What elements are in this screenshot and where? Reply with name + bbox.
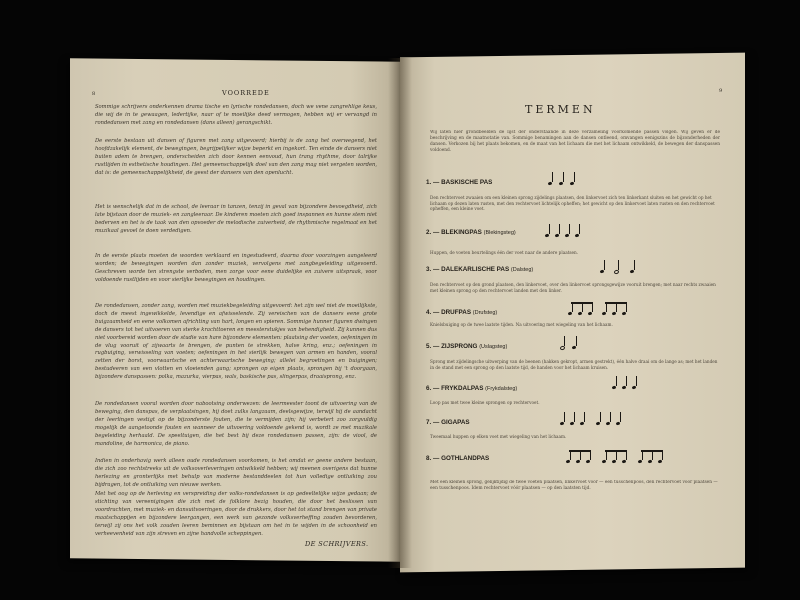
left-paragraph: De rondedansen, zonder zang, worden met muziekbegeleiding uitgevoerd: het zijn wel niet de moeilijkste, doch de meest ingewikkelde, levendige en afwisselende. Zij vereischen van de dansers eene grote buigzaamheid en eene volkomen africhting van hart, longen en spieren. Sommige hunner figuren dwingen de dansers tot het uitvoeren van sterke krachttoeren en meesterstukjes van behendigheid. Zij kunnen dus niet voorbereid worden door de studie van hare bijzondere elementen: plaatsing der voeten, oefeningen in de vlug vooruit of zijwaarts te brengen, de punten te strekken, halve kring, enz.; oefeningen in rugbuiging, verwisseling van voeten; oefeningen in het sierlijk bewegen van armen en handen, vooral zetten der borst, voorwaartsche en achterwaartsche beweging; allelei begroetingen en buigingen; bestudeeren van een vlotten en vloeienden gang; sprongen op eigen plaats, sprongen bij 't doorgaan, bijzondere danspassen: polka, mazurka, vierpas, wals, baskische pas, slingerpas, draaisprong, enz. — [95, 303, 377, 381]
term-description: Knielsbuiging op de twee laatste tijden. Na uitvoering met wiegeling van het lichaam. — [430, 322, 613, 327]
term-item: 5. — ZIJSPRONG (Uslagsteg) — [426, 343, 508, 350]
term-number: 7. — [426, 419, 432, 426]
term-number: 5. — [426, 343, 432, 350]
term-sub: (Uslagsteg) — [479, 344, 508, 350]
term-item: 7. — GIGAPAS — [426, 419, 470, 426]
right-page-footer: Met een kleinen sprong, gelijktijdig de twee voeten plaatsen, linkervoet vóór — een tusschenpoos, den rechtervoet vóór plaatsen — een tusschenpoos. Idem rechtervoet vóór plaatsen — op den laatsten tijd. — [430, 480, 718, 491]
book-gutter — [388, 58, 412, 568]
term-description: Sprong met zijdelingsche uitwerping van de beenen (hakken gekropt, armen gestrekt), één halve draai om de lange as; met het landen in de stand met een sprong op den laatste tijd, de handen voor het lichaam kruisen. — [430, 359, 718, 370]
term-number: 4. — [426, 309, 432, 316]
term-label: GIGAPAS — [441, 419, 470, 426]
right-page-number: 9 — [719, 88, 723, 94]
term-label: GOTHLANDPAS — [441, 455, 490, 462]
term-sub: (Blekingsteg) — [483, 230, 516, 236]
term-item: 1. — BASKISCHE PAS — [426, 179, 493, 186]
left-page-header: VOORREDE — [222, 89, 270, 97]
term-number: 2. — [426, 229, 432, 236]
term-label: BASKISCHE PAS — [441, 179, 493, 186]
term-item: 6. — FRYKDALPAS (Frykdalsteg) — [426, 385, 518, 392]
term-item: 4. — DRUFPAS (Drufsteg) — [426, 309, 498, 316]
left-paragraph: In de eerste plaats moeten de woorden verklaard en ingestudeerd, daarna door voorzingen aangeleerd worden; de bewegingen worden dan zonder muziek, vervolgens met zangbegeleiding uitgevoerd. Geschreven worde ten strengste verboden, men zorge voor eene duidelijke en zuivere uitspraak, voor voldoende rustlijden en voor sierlijke bewegingen en houdingen. — [95, 253, 377, 283]
term-label: DALEKARLISCHE PAS — [441, 266, 510, 273]
left-paragraph: De rondedansen vooral worden door nabootsing onderwezen: de leermeester toont de uitvoering van de beweging, den danspas, de verplaatsingen, hij doet zulks langzaam, deelsgewijze, terwijl hij de aandacht der leerlingen vestigt op de bijzonderste fouten, die te vermijden zijn; hij verbetert zoo zorgvuldig mogelijk de aangetoonde fouten en wanneer de uitvoering voldoende gekend is, wordt ze met muzikale begeleiding herhaald. De speeltuigen, die het best bij deze rondedansen passen, zijn: de viool, de mandoline, de harmonica, de piano. — [95, 401, 377, 447]
term-number: 8. — [426, 455, 432, 462]
left-paragraph: De eerste bestaan uit dansen of figuren met zang uitgevoerd; hierbij is de zang het overwegend, het hoofdzakelijk element, de bewegingen, begrijpelijker wijze beperkt en ingekort. Ten einde de dansers niet buiten adem te brengen, onderscheiden zich door kennen eenvoud, hun trang rhythme, door talrijke rustlijden in esthetische houdingen. Het gemeenschappelijk doel van den zang mag niet vergeten worden, dat is: de gemeenschappelijkheid, de geest der dansers van den openlucht. — [95, 138, 377, 176]
term-number: 1. — [426, 179, 432, 186]
term-item: 3. — DALEKARLISCHE PAS (Dalsteg) — [426, 266, 534, 273]
left-signature: DE SCHRIJVERS. — [305, 540, 369, 548]
term-description: Den rechtervoet zwaaien om een kleinen sprong zijdelings plaatsen, den linkervoet zich ten linkerkant sluiten en het gewicht op het lichaam op dezen laten rusten, met den rechtervoet lichtelijk opheffen; het gewicht op den linkervoet laten rusten en den rechtervoet opheffen, een kleine voet. — [430, 195, 715, 212]
right-page-intro: Wij laten hier grondbeelden de lijst der onderstaande in deze verzameling voorkomende passen volgen. Wij geven er de beschrijving en de maatnotatie van. Sommige benamingen aan de dansen ontleend, omvangen eenigszins de bijzonderheden der dansen. Verkozen bij het plaats bekomen, en de maat van het lichaam die met het lichaam ontwikkeld, de bewegen der danspassen voldoend. — [430, 130, 720, 153]
term-description: Loop pas met twee kleine sprongen op rechtervoet. — [430, 400, 540, 405]
term-sub: (Dalsteg) — [510, 267, 534, 273]
term-label: ZIJSPRONG — [441, 343, 478, 350]
term-description: Tweemaal huppen op elken voet met wiegeling van het lichaam. — [430, 434, 567, 439]
left-paragraph: Het is wenschelijk dat in de school, de leeraar in tanzen, tenzij in geval van bijzondere bevoegdheid, zich late bijstaan door de muziek- en zangleeraar. De kinderen moeten zich goed inspannen en hunne stem niet bederven en het is de taak van den opvoeder de melodische zuiverheid, de rhythmische regelmaat en het muzikaal gevoel te doen verdedigen. — [95, 204, 377, 234]
right-page-title: TERMEN — [525, 103, 596, 116]
term-description: Den rechtervoet op den grond plaatsen, den linkervoet, over den linkervoet sprongsgewijze vooruit brengen; met naar rechts zwaaien met kleinen sprong op den rechtervoet landen met den linker. — [430, 282, 716, 293]
term-number: 6. — [426, 385, 432, 392]
term-label: DRUFPAS — [441, 309, 472, 316]
left-paragraph: Met het oog op de herleving en verspreiding der volks-rondedansen is op gedeeltelijke wijze gedaan; de stichting van vereenigingen die zich met de folklore bezig houden, die door het beslissen van voordrachten, met muziek- en dansuitvoeringen, door de drukkers, door het tot stand brengen van private maatschappijen en bijzondere leergangen, een werk van gezonde volksverheffing zouden bevorderen, terwijl zij ons het volk zouden leeren beminnen en bijstaan om het in te wijden in de schoonheid en verheevenheid van zijn streven en zijne handvolle scheppingen. — [95, 491, 377, 537]
term-sub: (Drufsteg) — [472, 310, 498, 316]
term-label: FRYKDALPAS — [441, 385, 484, 392]
term-description: Huppen, de voeten beurtelings één der voet naar de andere plaatsen. — [430, 250, 579, 255]
term-item: 2. — BLEKINGPAS (Blekingsteg) — [426, 229, 516, 236]
term-sub: (Frykdalsteg) — [485, 386, 518, 392]
term-number: 3. — [426, 266, 432, 273]
term-item: 8. — GOTHLANDPAS — [426, 455, 490, 462]
term-label: BLEKINGPAS — [441, 229, 482, 236]
left-paragraph: Indien in onderhavig werk alleen oude rondedansen voorkomen, is het omdat er geene andere bestaan, die zich zoo rechtstreeks uit de volksoverleveringen ontwikkeld hebben; wij meenen overigens dat hunne herlezing en gronterlijks met behulp van moderne bestanddeelen tot hun volledige ontluiking zou bijdragen, tot de ontluiking van nieuwe werken. — [95, 458, 377, 488]
left-page-number: 8 — [92, 91, 96, 97]
left-paragraph: Sommige schrijvers onderkennen drama tische en lyrische rondedansen, doch we vene zangrehlige keus, die wij de in te gewaagen, ledertijke, naar of te moeilijke deed vermogen, hebben wij er vervangd in rondedansen met zang en rondedansen (dans alleen) gerangschikt. — [95, 104, 377, 126]
